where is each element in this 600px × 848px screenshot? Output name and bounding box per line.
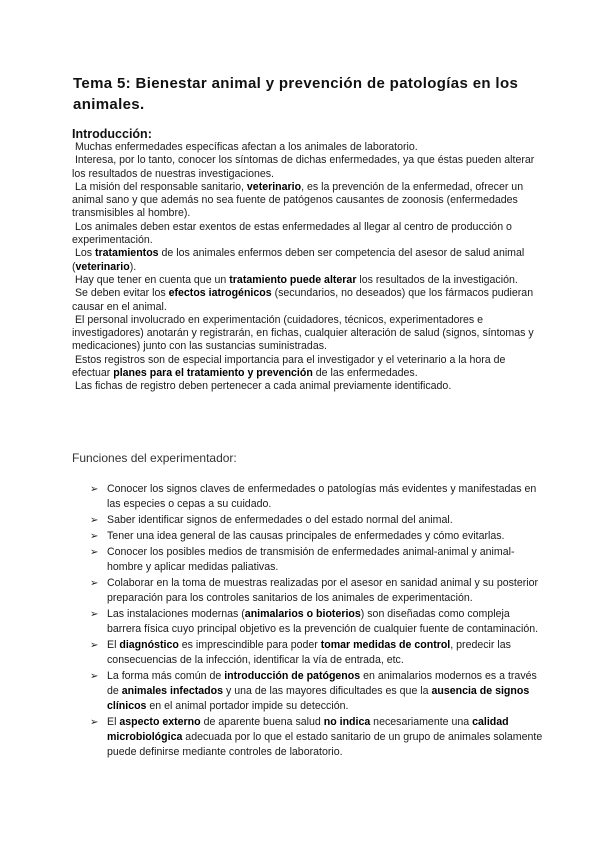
text-run: Tener una idea general de las causas principales de enfermedades y cómo evitarlas. bbox=[107, 530, 505, 542]
text-run: adecuada por lo que el estado sanitario de un grupo de animales solamente puede definirse mediante controles de laboratorio. bbox=[107, 731, 543, 758]
text-run: Conocer los signos claves de enfermedades o patologías más evidentes y manifestadas en las especies o cepas a su cuidado. bbox=[107, 483, 537, 510]
arrow-bullet-icon: ➢ bbox=[90, 578, 99, 589]
bold-text: no indica bbox=[323, 716, 371, 728]
arrow-bullet-icon: ➢ bbox=[90, 640, 99, 651]
bold-text: tomar medidas de control bbox=[320, 639, 451, 651]
arrow-bullet-icon: ➢ bbox=[90, 671, 99, 682]
text-run: Hay que tener en cuenta que un bbox=[74, 273, 230, 286]
text-run: Las fichas de registro deben pertenecer a cada animal previamente identificado. bbox=[74, 380, 452, 393]
intro-paragraph bbox=[72, 354, 542, 381]
bold-text: introducción de patógenos bbox=[224, 670, 361, 682]
list-item bbox=[90, 482, 544, 512]
arrow-bullet-icon: ➢ bbox=[90, 609, 99, 620]
text-run: (secundarios, no deseados) que los fármacos pudieran causar en el animal. bbox=[72, 287, 534, 313]
list-item bbox=[90, 529, 544, 544]
intro-paragraph bbox=[72, 141, 542, 154]
arrow-bullet-icon: ➢ bbox=[90, 515, 99, 526]
list-item bbox=[90, 607, 544, 637]
text-run: Estos registros son de especial importancia para el investigador y el veterinario a la hora de efectuar bbox=[72, 353, 506, 380]
text-run: , predecir las consecuencias de la infección, identificar la vía de entrada, etc. bbox=[107, 639, 511, 666]
text-run: necesariamente una bbox=[370, 716, 473, 728]
text-run: El bbox=[107, 716, 120, 728]
text-run: La forma más común de bbox=[107, 670, 225, 682]
bold-text: tratamiento puede alterar bbox=[229, 273, 357, 286]
bold-text: calidad microbiológica bbox=[107, 716, 509, 743]
text-run: Conocer los posibles medios de transmisión de enfermedades animal-animal y animal-hombre y aplicar medidas paliativas. bbox=[107, 546, 515, 573]
bold-text: aspecto externo bbox=[119, 716, 201, 728]
arrow-bullet-icon: ➢ bbox=[90, 547, 99, 558]
intro-paragraph bbox=[72, 181, 542, 221]
functions-heading: Funciones del experimentador: bbox=[72, 451, 237, 465]
list-item bbox=[90, 638, 544, 668]
text-run: Saber identificar signos de enfermedades o del estado normal del animal. bbox=[107, 514, 453, 526]
list-item bbox=[90, 513, 544, 528]
bold-text: diagnóstico bbox=[119, 639, 179, 651]
arrow-bullet-icon: ➢ bbox=[90, 717, 99, 728]
bold-text: animalarios o bioterios bbox=[244, 608, 361, 620]
list-item bbox=[90, 576, 544, 606]
arrow-bullet-icon: ➢ bbox=[90, 531, 99, 542]
text-run: La misión del responsable sanitario, bbox=[74, 180, 247, 193]
list-item bbox=[90, 545, 544, 575]
intro-paragraph bbox=[72, 287, 542, 314]
text-run: de las enfermedades. bbox=[312, 367, 418, 380]
text-run: Colaborar en la toma de muestras realizadas por el asesor en sanidad animal y su posterior preparación para los controles sanitarios de los animales de experimentación. bbox=[107, 577, 539, 604]
text-run: los resultados de la investigación. bbox=[356, 273, 518, 286]
intro-paragraph bbox=[72, 314, 542, 354]
text-run: Las instalaciones modernas ( bbox=[107, 608, 245, 620]
text-run: en animalarios modernos es a través de bbox=[107, 670, 537, 697]
bold-text: animales infectados bbox=[121, 685, 224, 697]
list-item bbox=[90, 669, 544, 714]
text-run: es imprescindible para poder bbox=[178, 639, 321, 651]
text-run: Muchas enfermedades específicas afectan a los animales de laboratorio. bbox=[74, 141, 418, 153]
text-run: ). bbox=[129, 260, 137, 273]
intro-body bbox=[72, 141, 542, 394]
bold-text: veterinario bbox=[246, 180, 302, 193]
text-run: Los animales deben estar exentos de estas enfermedades al llegar al centro de producción o experimentación. bbox=[72, 220, 512, 247]
text-run: Interesa, por lo tanto, conocer los síntomas de dichas enfermedades, ya que éstas pueden alterar los resultados de nuestras investigaciones. bbox=[72, 154, 535, 180]
functions-list bbox=[90, 482, 544, 761]
bold-text: planes para el tratamiento y prevención bbox=[113, 367, 313, 380]
text-run: de aparente buena salud bbox=[200, 716, 324, 728]
intro-paragraph bbox=[72, 274, 542, 287]
arrow-bullet-icon: ➢ bbox=[90, 484, 99, 495]
text-run: , es la prevención de la enfermedad, ofrecer un animal sano y que además no sea fuente de patógenos causantes de zoonosis (enfermedades transmisibles al hombre). bbox=[72, 180, 524, 220]
list-item bbox=[90, 715, 544, 760]
bold-text: ausencia de signos clínicos bbox=[107, 685, 530, 712]
intro-paragraph bbox=[72, 154, 542, 181]
bold-text: tratamientos bbox=[94, 247, 159, 260]
text-run: en el animal portador impide su detección. bbox=[146, 700, 349, 712]
text-run: Los bbox=[74, 247, 95, 260]
text-run: y una de las mayores dificultades es que la bbox=[223, 685, 432, 697]
intro-paragraph bbox=[72, 247, 542, 274]
intro-paragraph bbox=[72, 380, 542, 393]
document-title: Tema 5: Bienestar animal y prevención de patologías en los animales. bbox=[73, 75, 519, 113]
text-run: El personal involucrado en experimentación (cuidadores, técnicos, experimentadores e investigadores) anotarán y registrarán, en fichas, cualquier alteración de salud (signos, síntomas y medicaciones) junto con las sustancias suministradas. bbox=[72, 313, 534, 353]
bold-text: veterinario bbox=[75, 260, 130, 273]
text-run: de los animales enfermos deben ser competencia del asesor de salud animal ( bbox=[72, 247, 525, 273]
text-run: Se deben evitar los bbox=[74, 287, 169, 300]
text-run: ) son diseñadas como compleja barrera física cuyo principal objetivo es la prevención de cualquier fuente de contaminación. bbox=[107, 608, 539, 635]
text-run: El bbox=[107, 639, 120, 651]
bold-text: efectos iatrogénicos bbox=[168, 287, 272, 300]
intro-heading: Introducción: bbox=[72, 127, 152, 141]
intro-paragraph bbox=[72, 221, 542, 248]
